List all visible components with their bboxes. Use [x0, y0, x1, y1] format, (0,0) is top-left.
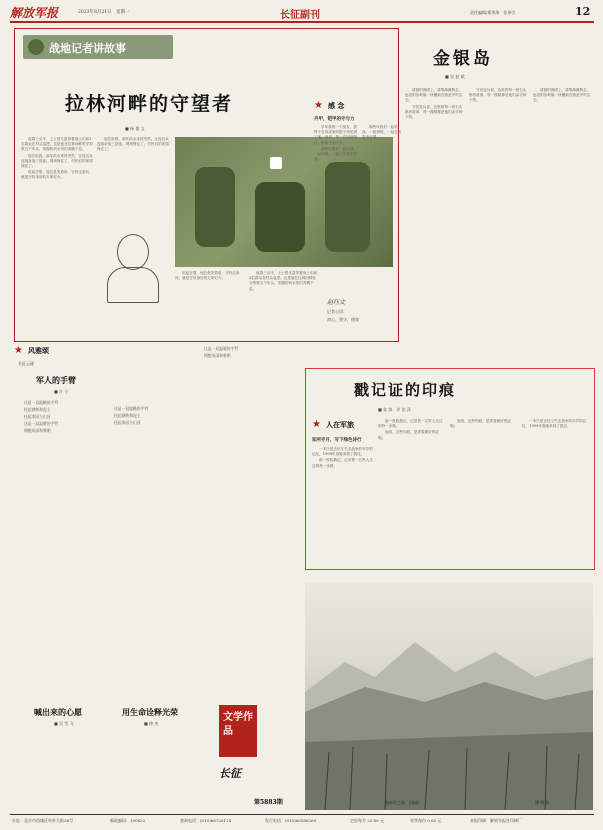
- poetry-sublabel: 长征云砚: [18, 361, 34, 366]
- featured-tag: 人在军旅: [326, 420, 354, 429]
- featured-col-2: [378, 419, 446, 565]
- header-rule: [10, 21, 594, 23]
- poem-line-2b: 托起钢铁和泥土: [114, 413, 141, 418]
- poem-line-5: 拥抱风雨和黎明: [24, 428, 51, 433]
- poem1-author: ■ 许 子: [54, 389, 69, 394]
- poem-line-4b: 这是一双温暖的手臂: [204, 346, 239, 351]
- jinyin-section: [405, 28, 595, 338]
- thoughts-label-row: [314, 100, 404, 114]
- footer-price: 定价每月 20.80 元: [350, 818, 384, 823]
- writer-note: 初心、坚守、使命: [327, 317, 359, 322]
- poetry-label-row: [14, 345, 134, 359]
- poem-line-1: 这是一双粗糙的手臂: [24, 400, 59, 405]
- story-paragraph-3b: 说起守望，他总是笑着说：守好这条河，就是守好身后的万家灯火。: [175, 271, 240, 281]
- footer-phone-2: 发行电话：(010)66586260: [265, 818, 317, 823]
- story-paragraph-3: 说起守望，他总是笑着说：守好这条河，就是守好身后的万家灯火。: [21, 170, 93, 180]
- changzheng-brand: 长征: [219, 767, 241, 780]
- story-paragraph-2b: 他告诉我，那年洪水来得突然，全连官兵连续奋战三昼夜，堤坝保住了，村民们的家园保住了。: [97, 137, 169, 152]
- painting-author: 谭 明 作: [535, 800, 550, 805]
- featured-col-1: [312, 447, 374, 565]
- landscape-painting: [305, 582, 593, 810]
- featured-paragraph-3: 他说，这些印痕，是青春最好的证明。: [378, 430, 439, 440]
- poem-center-col-1: [114, 405, 194, 645]
- poem-line-1b: 这是一双粗糙的手臂: [114, 406, 149, 411]
- portrait-sketch: [99, 229, 169, 304]
- jinyin-col-3: [533, 88, 593, 338]
- jinyin-paragraph-1: 清晨的海面上，薄雾渐渐散去，远处的岛屿像一块镶嵌在蔚蓝中的宝石。: [405, 88, 463, 103]
- jinyin-col-2: [469, 88, 529, 338]
- thoughts-col-1: [314, 125, 359, 335]
- poem3-title: 用生命诠释光荣: [122, 707, 178, 717]
- footer-retail: 零售每份 0.65 元: [410, 818, 442, 823]
- thoughts-paragraph-2b: 那些年我们一起站岗，一起训练，一起在风雪中守望。: [362, 125, 402, 140]
- featured-title: 戳记证的印痕: [354, 381, 457, 399]
- featured-author: ■ 张 涛 许 忠 萍: [378, 407, 411, 412]
- painting-svg: [305, 582, 593, 810]
- poem3-author: ■ 徐 杰: [144, 721, 159, 726]
- featured-paragraph-2: 那一枚枚戳记，记录着一名军人走过的每一步路。: [312, 458, 373, 468]
- story-col-4: [249, 271, 319, 335]
- featured-paragraph-2b: 那一枚枚戳记，记录着一名军人走过的每一步路。: [378, 419, 443, 429]
- portrait-body: [107, 267, 159, 303]
- poetry-label: 风雅颂: [28, 346, 49, 355]
- poem-line-3b: 托起家园与山河: [114, 420, 141, 425]
- poem2-author: ■ 吴 雪 飞: [54, 721, 74, 726]
- footer-rule: [10, 814, 594, 815]
- featured-col-3: [450, 419, 518, 565]
- star-icon: ★: [314, 100, 323, 111]
- poem1-lines: [24, 399, 114, 689]
- story-author: ■ 杨 俊 文: [125, 126, 145, 131]
- section-title: 长征副刊: [280, 10, 320, 21]
- portrait-head: [117, 234, 149, 270]
- story-col-1: [21, 137, 93, 337]
- thoughts-subtitle: 丹甲，铠甲的守与力: [314, 117, 355, 122]
- jinyin-paragraph-2: 守岛官兵说，这里的每一块石头都有故事，每一棵树都是他们亲手种下的。: [405, 104, 463, 120]
- poem-line-3: 托起家园与山河: [24, 414, 51, 419]
- story-title: 拉林河畔的守望者: [65, 93, 234, 115]
- literature-badge-text: 文学作品: [223, 712, 253, 737]
- featured-paragraph-1: 一本只是去信义失去战争的年岁的记忆，1999年春她来到了我这。: [312, 447, 373, 457]
- story-col-3: [175, 271, 245, 335]
- poem-line-5b: 拥抱风雨和黎明: [204, 353, 231, 358]
- footer-phone-1: 查询电话：(010)66720114: [180, 818, 232, 823]
- thoughts-label: 感 念: [328, 101, 345, 110]
- footer-address: 社址：北京市西城区阜外大街34号: [12, 818, 74, 823]
- footer-postcode: 邮政编码：100832: [110, 818, 146, 823]
- jinyin-title: 金银岛: [433, 49, 493, 69]
- poem-center-col-2: [204, 345, 294, 645]
- writer-signature: 赵珏文: [327, 299, 346, 306]
- featured-col-4: [522, 419, 590, 565]
- poem-line-2: 托起钢铁和泥土: [24, 407, 51, 412]
- featured-paragraph-1b: 一本只是去信义失去战争的年岁的记忆，1999年春她来到了我这。: [522, 419, 587, 429]
- jinyin-author: ■ 吴 兹 斌: [445, 74, 465, 79]
- editor-credit: 责任编辑/郑茂琦 张译引: [470, 10, 516, 15]
- jinyin-paragraph-1b: 清晨的海面上，薄雾渐渐散去，远处的岛屿像一块镶嵌在蔚蓝中的宝石。: [533, 88, 591, 103]
- banner-icon: [28, 39, 44, 55]
- story-paragraph-2: 他告诉我，那年洪水来得突然，全连官兵连续奋战三昼夜，堤坝保住了，村民们的家园保住了。: [21, 153, 93, 169]
- featured-article: [305, 368, 595, 570]
- literature-badge: [219, 705, 257, 757]
- story-paragraph-1b: 夜幕三点半，上士曾凡富带着战士们和3名群众在村头巡逻。这是他在拉林河畔驻守的第五个年头，汛期的河水依旧奔腾不息。: [249, 271, 318, 291]
- jinyin-col-1: [405, 88, 465, 338]
- featured-subtitle: 知所守月，写下绿色诗行: [312, 438, 362, 443]
- writer-note-label: 记者心语：: [327, 309, 347, 314]
- issue-date: 2023年8月21日 星期一: [78, 10, 130, 15]
- foreground-field: [305, 732, 593, 810]
- featured-star-icon: ★: [312, 419, 321, 430]
- poetry-section: [14, 345, 299, 815]
- page-number: 12: [575, 5, 591, 18]
- jinyin-paragraph-2b: 守岛官兵说，这里的每一块石头都有故事，每一棵树都是他们亲手种下的。: [469, 88, 527, 103]
- poetry-star-icon: ★: [14, 345, 23, 356]
- poem-line-4: 这是一双温暖的手臂: [24, 421, 59, 426]
- banner-text: 战地记者讲故事: [49, 42, 126, 55]
- painting-caption: 帕米尔之晨 （国画）: [385, 800, 423, 805]
- red-cross-badge: [270, 157, 282, 169]
- thoughts-paragraph-1: 早年我的一个战友，我终于在母亲家的院子里见到了他。他说，每一次回到营区，都像回到了家。: [314, 125, 358, 145]
- paper-name: 解放军报: [10, 6, 59, 20]
- poem2-title: 喊出来的心愿: [34, 707, 82, 717]
- story-banner: [23, 35, 173, 59]
- story-paragraph-1: 夜幕三点半，上士曾凡富带着战士们和3名群众在村头巡逻。这是他在拉林河畔驻守的第五个年头，汛期的河水依旧奔腾不息。: [21, 137, 93, 152]
- footer-printer: 本报印刷：解放军报社印刷厂: [470, 818, 522, 823]
- photo-figure-2: [255, 182, 305, 252]
- thoughts-paragraph-2: 那些年我们一起站岗，一起训练，一起在风雪中守望。: [314, 146, 358, 162]
- issue-number: 第5883期: [254, 799, 283, 806]
- thoughts-col-2: [362, 125, 402, 335]
- poem1-title: 军人的手臂: [36, 375, 76, 385]
- featured-paragraph-3b: 他说，这些印痕，是青春最好的证明。: [450, 419, 511, 429]
- photo-figure-1: [195, 167, 235, 247]
